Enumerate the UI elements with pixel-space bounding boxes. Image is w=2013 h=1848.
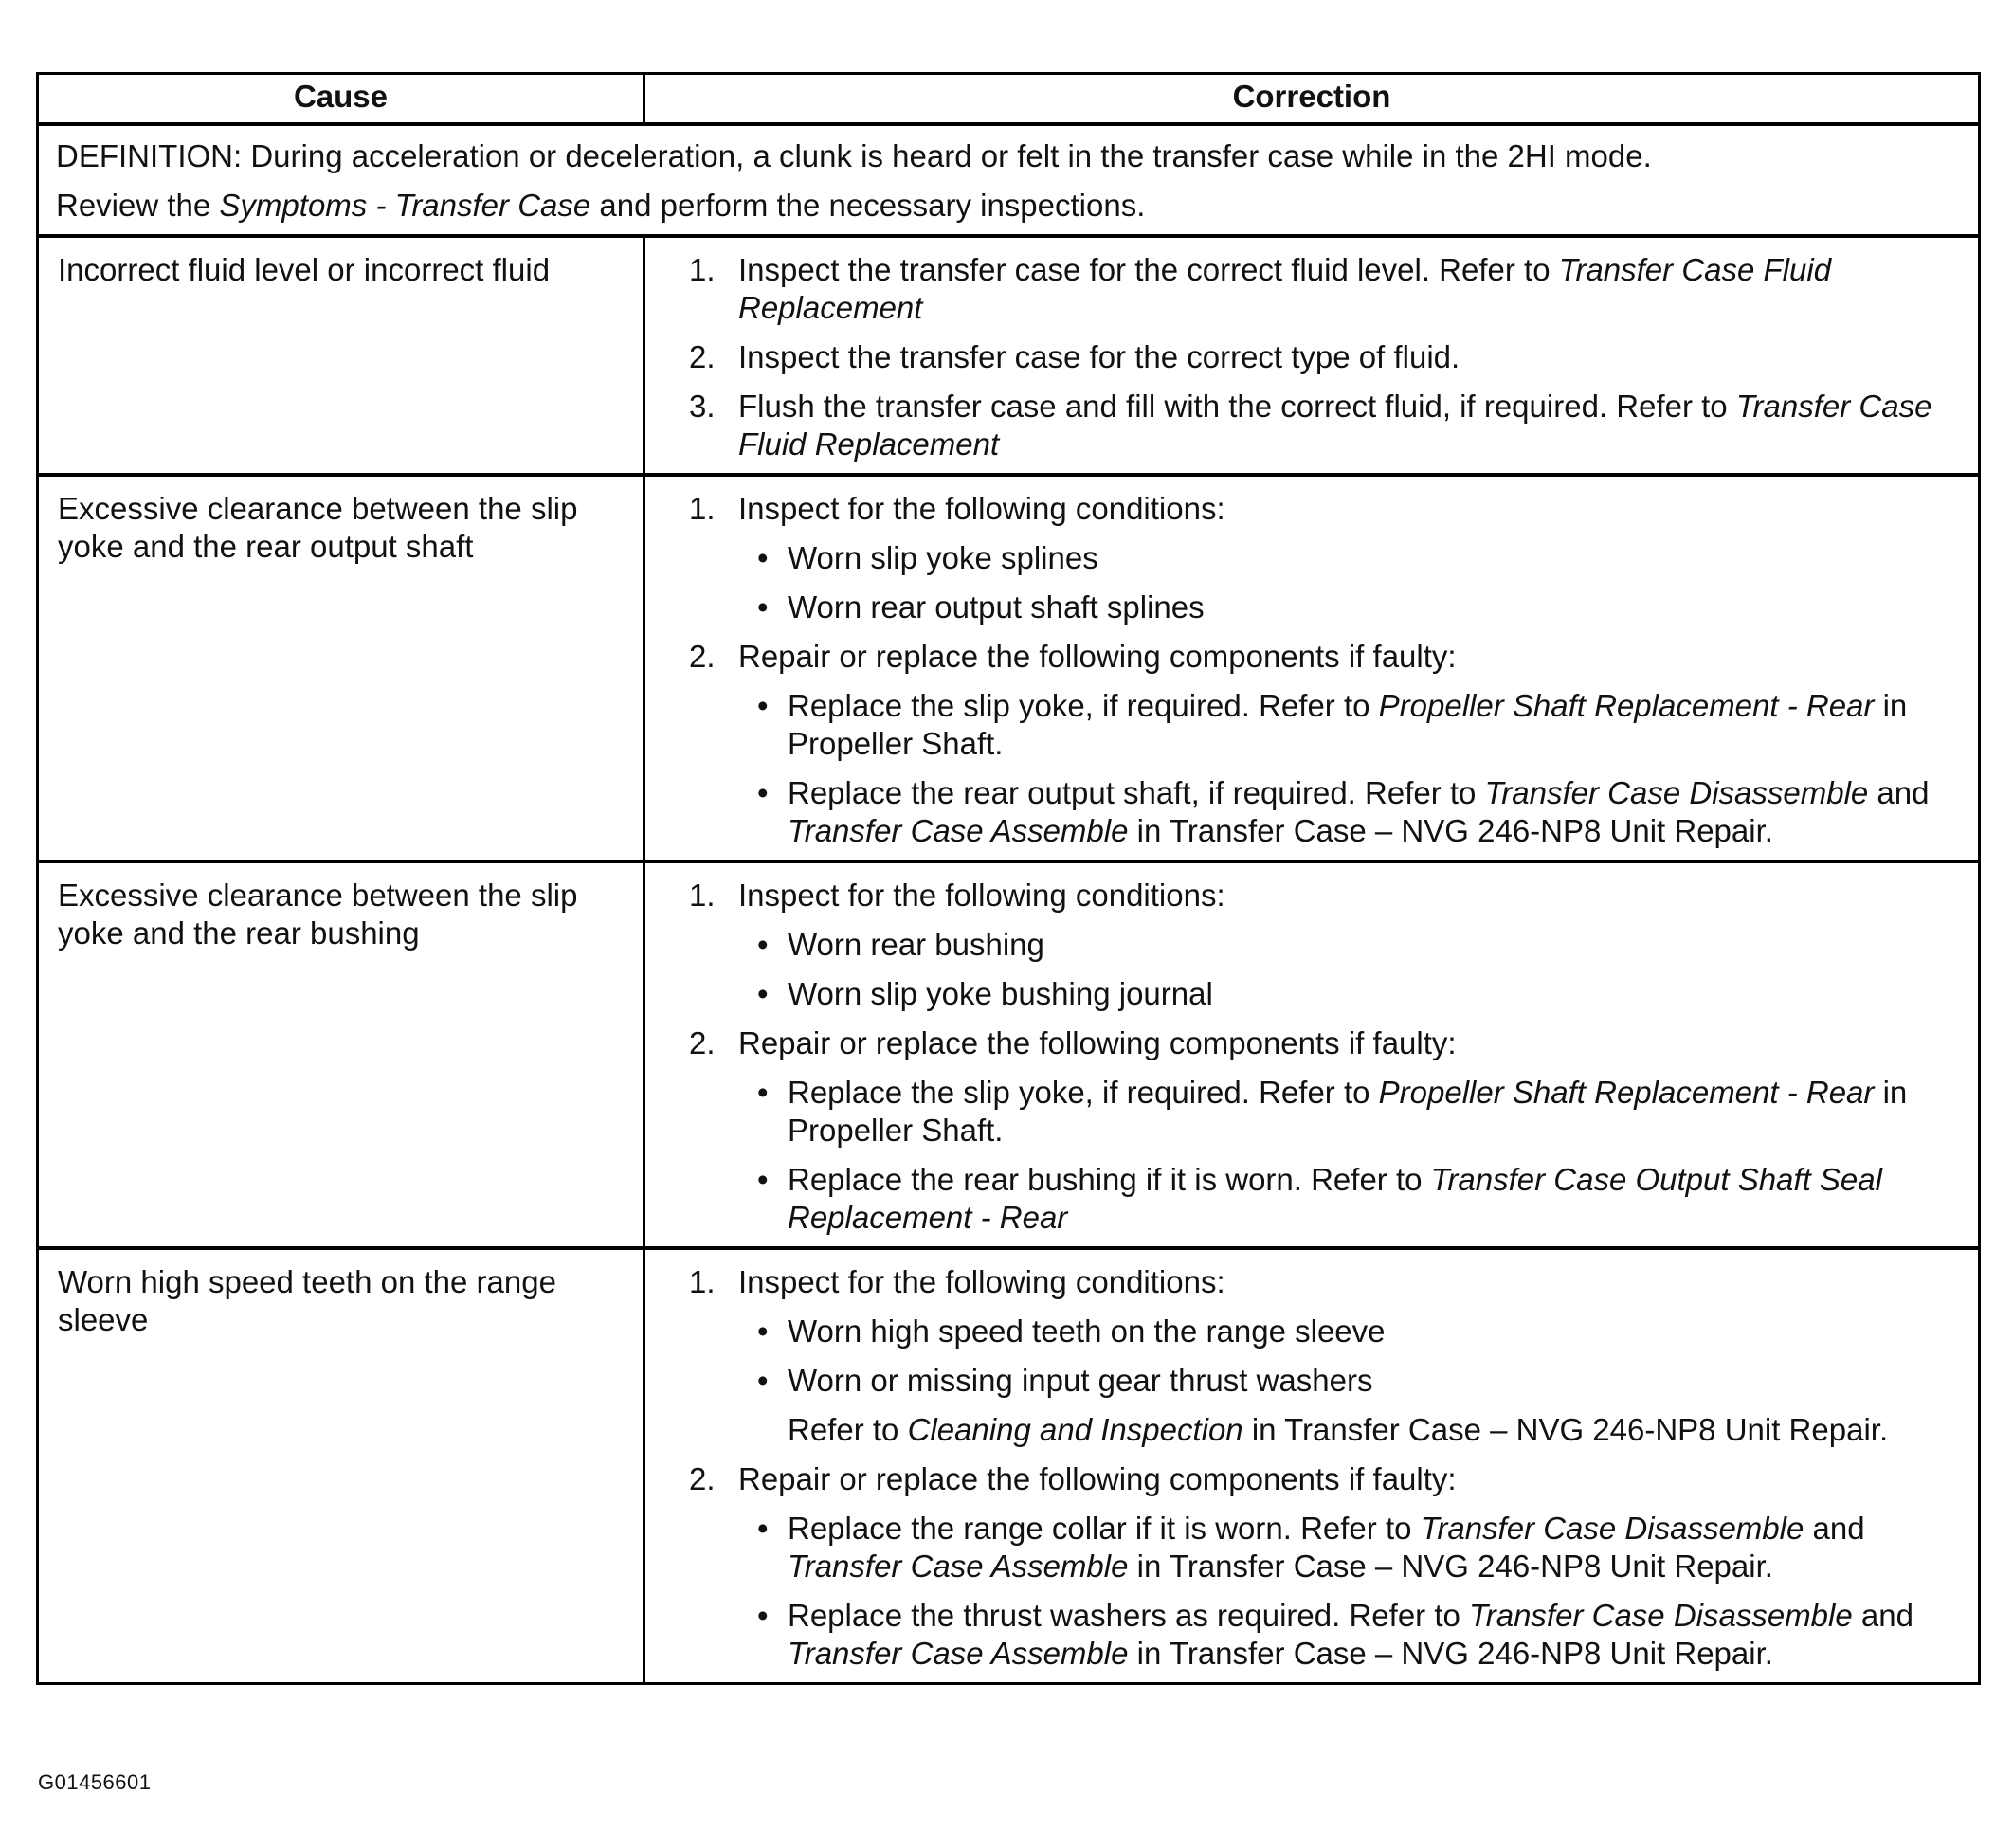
table-row xyxy=(38,475,1980,861)
cause-cell: Excessive clearance between the slip yoke and the rear output shaft xyxy=(38,475,644,861)
cause-header: Cause xyxy=(38,74,644,125)
table-row xyxy=(38,861,1980,1248)
bullet-item: • Worn rear bushing xyxy=(757,927,1044,962)
bullet-item: • Worn or missing input gear thrust washers xyxy=(757,1363,1373,1398)
bullet-item: • Replace the rear output shaft, if required. Refer to Transfer Case Disassemble and Transfer Case Assemble in Transfer Case – NVG 246-NP8 Unit Repair. xyxy=(757,775,1930,848)
correction-cell xyxy=(644,236,1980,475)
definition-review: Review the Symptoms - Transfer Case and perform the necessary inspections. xyxy=(56,188,1146,223)
step-item: 1. Inspect for the following conditions: • Worn high speed teeth on the range sleeve • Worn or missing input gear thrust washers Refer to Cleaning and Inspection in Transfer Case – NVG 246-NP8 Unit Repair. xyxy=(689,1263,1965,1449)
reference-note: Refer to Cleaning and Inspection in Transfer Case – NVG 246-NP8 Unit Repair. xyxy=(788,1412,1889,1447)
bullet-item: • Replace the slip yoke, if required. Refer to Propeller Shaft Replacement - Rear in Propeller Shaft. xyxy=(757,688,1908,761)
cause-cell: Worn high speed teeth on the range sleeve xyxy=(38,1248,644,1684)
step-item: 1. Inspect the transfer case for the correct fluid level. Refer to Transfer Case Fluid Replacement xyxy=(689,252,1832,325)
bullet-item: • Worn high speed teeth on the range sleeve xyxy=(757,1314,1386,1349)
step-item: 2. Repair or replace the following components if faulty: • Replace the slip yoke, if required. Refer to Propeller Shaft Replacement - Rear in Propeller Shaft. • Replace the rear bushing if it is worn. Refer to Transfer Case Output Shaft Seal Replacement - Rear xyxy=(689,1024,1965,1237)
bullet-item: • Worn slip yoke bushing journal xyxy=(757,976,1213,1011)
step-item: 2. Repair or replace the following components if faulty: • Replace the range collar if it is worn. Refer to Transfer Case Disassemble and Transfer Case Assemble in Transfer Case – NVG 246-NP8 Unit Repair. • Replace the thrust washers as required. Refer to Transfer Case Disassemble and Transfer Case Assemble in Transfer Case – NVG 246-NP8 Unit Repair. xyxy=(689,1460,1965,1673)
step-item: 1. Inspect for the following conditions: • Worn slip yoke splines • Worn rear output shaft splines xyxy=(689,490,1965,626)
table-row xyxy=(38,236,1980,475)
definition-cell xyxy=(38,124,1980,236)
figure-id: G01456601 xyxy=(38,1770,152,1794)
definition-row xyxy=(38,124,1980,236)
bullet-item: • Replace the thrust washers as required. Refer to Transfer Case Disassemble and Transfer Case Assemble in Transfer Case – NVG 246-NP8 Unit Repair. xyxy=(757,1598,1913,1671)
cause-correction-table xyxy=(36,72,1981,1685)
bullet-item: • Replace the slip yoke, if required. Refer to Propeller Shaft Replacement - Rear in Propeller Shaft. xyxy=(757,1075,1908,1148)
cause-cell: Incorrect fluid level or incorrect fluid xyxy=(38,236,644,475)
cause-cell: Excessive clearance between the slip yoke and the rear bushing xyxy=(38,861,644,1248)
correction-cell xyxy=(644,1248,1980,1684)
step-item: 1. Inspect for the following conditions: • Worn rear bushing • Worn slip yoke bushing journal xyxy=(689,877,1965,1013)
definition-text: DEFINITION: During acceleration or deceleration, a clunk is heard or felt in the transfer case while in the 2HI mode. xyxy=(56,138,1652,173)
step-item: 2. Inspect the transfer case for the correct type of fluid. xyxy=(689,339,1460,374)
step-item: 3. Flush the transfer case and fill with the correct fluid, if required. Refer to Transfer Case Fluid Replacement xyxy=(689,389,1932,462)
bullet-item: • Worn slip yoke splines xyxy=(757,540,1098,575)
step-item: 2. Repair or replace the following components if faulty: • Replace the slip yoke, if required. Refer to Propeller Shaft Replacement - Rear in Propeller Shaft. • Replace the rear output shaft, if required. Refer to Transfer Case Disassemble and Transfer Case Assemble in Transfer Case – NVG 246-NP8 Unit Repair. xyxy=(689,638,1965,850)
bullet-item: • Replace the rear bushing if it is worn. Refer to Transfer Case Output Shaft Seal Replacement - Rear xyxy=(757,1162,1882,1235)
bullet-item: • Worn rear output shaft splines xyxy=(757,589,1205,625)
correction-header: Correction xyxy=(644,74,1980,125)
table-row xyxy=(38,1248,1980,1684)
header-row xyxy=(38,74,1980,125)
correction-cell xyxy=(644,861,1980,1248)
correction-cell xyxy=(644,475,1980,861)
bullet-item: • Replace the range collar if it is worn. Refer to Transfer Case Disassemble and Transfer Case Assemble in Transfer Case – NVG 246-NP8 Unit Repair. xyxy=(757,1511,1865,1584)
